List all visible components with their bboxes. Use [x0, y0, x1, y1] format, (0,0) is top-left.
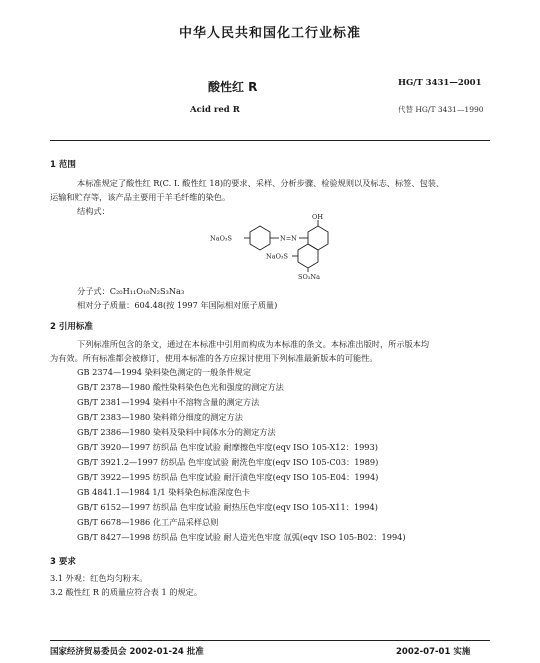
- reference-item: GB 2374—1994 染料染色测定的一般条件规定: [77, 367, 252, 377]
- section-1-paragraph-line1: 本标准规定了酸性红 R(C. I. 酸性红 18)的要求、采样、分析步骤、检验规则以及标志、标签、包装、: [77, 178, 445, 188]
- section-2-heading: 2 引用标准: [50, 322, 93, 332]
- reference-item: GB/T 2386—1980 染料及染料中间体水分的测定方法: [77, 427, 276, 437]
- reference-item: GB/T 6678—1986 化工产品采样总则: [77, 517, 219, 527]
- sulfonate-mid-label: NaO₃S: [266, 252, 288, 261]
- reference-item: GB/T 3922—1995 纺织品 色牢度试验 耐汗渍色牢度(eqv ISO 105-E04：1994): [77, 472, 379, 482]
- standard-number: HG/T 3431—2001: [398, 78, 482, 88]
- section-1-paragraph-line2: 运输和贮存等，该产品主要用于羊毛纤维的染色。: [50, 192, 231, 202]
- section-2-paragraph-line2: 为有效。所有标准都会被修订，使用本标准的各方应探讨使用下列标准最新版本的可能性。: [50, 353, 378, 363]
- implementation-date: 2002-07-01 实施: [396, 647, 471, 657]
- hydroxyl-label: OH: [312, 213, 323, 221]
- reference-item: GB/T 2383—1980 染料筛分细度的测定方法: [77, 412, 243, 422]
- section-3-item-1: 3.1 外观：红色均匀粉末。: [50, 573, 148, 583]
- molecular-formula: 分子式：C₂₀H₁₁O₁₀N₂S₃Na₃: [77, 286, 185, 296]
- reference-item: GB 4841.1—1984 1/1 染料染色标准深度色卡: [77, 487, 251, 497]
- chemical-structure-diagram: [200, 212, 360, 282]
- header-divider: [50, 140, 490, 141]
- reference-item: GB/T 2378—1980 酸性染料染色色光和强度的测定方法: [77, 382, 284, 392]
- naphthalene-ring-upper: [308, 226, 328, 250]
- section-3-heading: 3 要求: [50, 557, 76, 567]
- footer-divider: [50, 640, 490, 641]
- left-benzene-ring: [250, 226, 270, 250]
- reference-item: GB/T 6152—1997 纺织品 色牢度试验 耐热压色牢度(eqv ISO 105-X11：1994): [77, 502, 378, 512]
- azo-group-label: N=N: [280, 234, 297, 243]
- reference-item: GB/T 2381—1994 染料中不溶物含量的测定方法: [77, 397, 260, 407]
- document-header-title: 中华人民共和国化工行业标准: [178, 26, 361, 41]
- replaces-standard: 代替 HG/T 3431—1990: [398, 105, 484, 114]
- standard-title-cn: 酸性红 R: [208, 80, 258, 94]
- reference-item: GB/T 3920—1997 纺织品 色牢度试验 耐摩擦色牢度(eqv ISO 105-X12：1993): [77, 442, 378, 452]
- standard-title-en: Acid red R: [190, 105, 240, 115]
- reference-item: GB/T 3921.2—1997 纺织品 色牢度试验 耐洗色牢度(eqv ISO 105-C03：1989): [77, 457, 379, 467]
- section-3-item-2: 3.2 酸性红 R 的质量应符合表 1 的规定。: [50, 587, 203, 597]
- reference-item: GB/T 8427—1998 纺织品 色牢度试验 耐人造光色牢度 氙弧(eqv ISO 105-B02：1994): [77, 532, 406, 542]
- section-2-paragraph-line1: 下列标准所包含的条文，通过在本标准中引用而构成为本标准的条文。本标准出版时，所示版本均: [77, 339, 430, 349]
- naphthalene-ring-lower: [298, 244, 318, 268]
- molecular-mass: 相对分子质量：604.48(按 1997 年国际相对原子质量): [77, 300, 278, 310]
- sulfonate-left-label: NaO₃S: [210, 234, 232, 243]
- structure-label: 结构式：: [77, 206, 110, 216]
- approval-note: 国家经济贸易委员会 2002-01-24 批准: [50, 647, 204, 657]
- sulfonate-bottom-label: SO₃Na: [298, 273, 320, 281]
- section-1-heading: 1 范围: [50, 160, 76, 170]
